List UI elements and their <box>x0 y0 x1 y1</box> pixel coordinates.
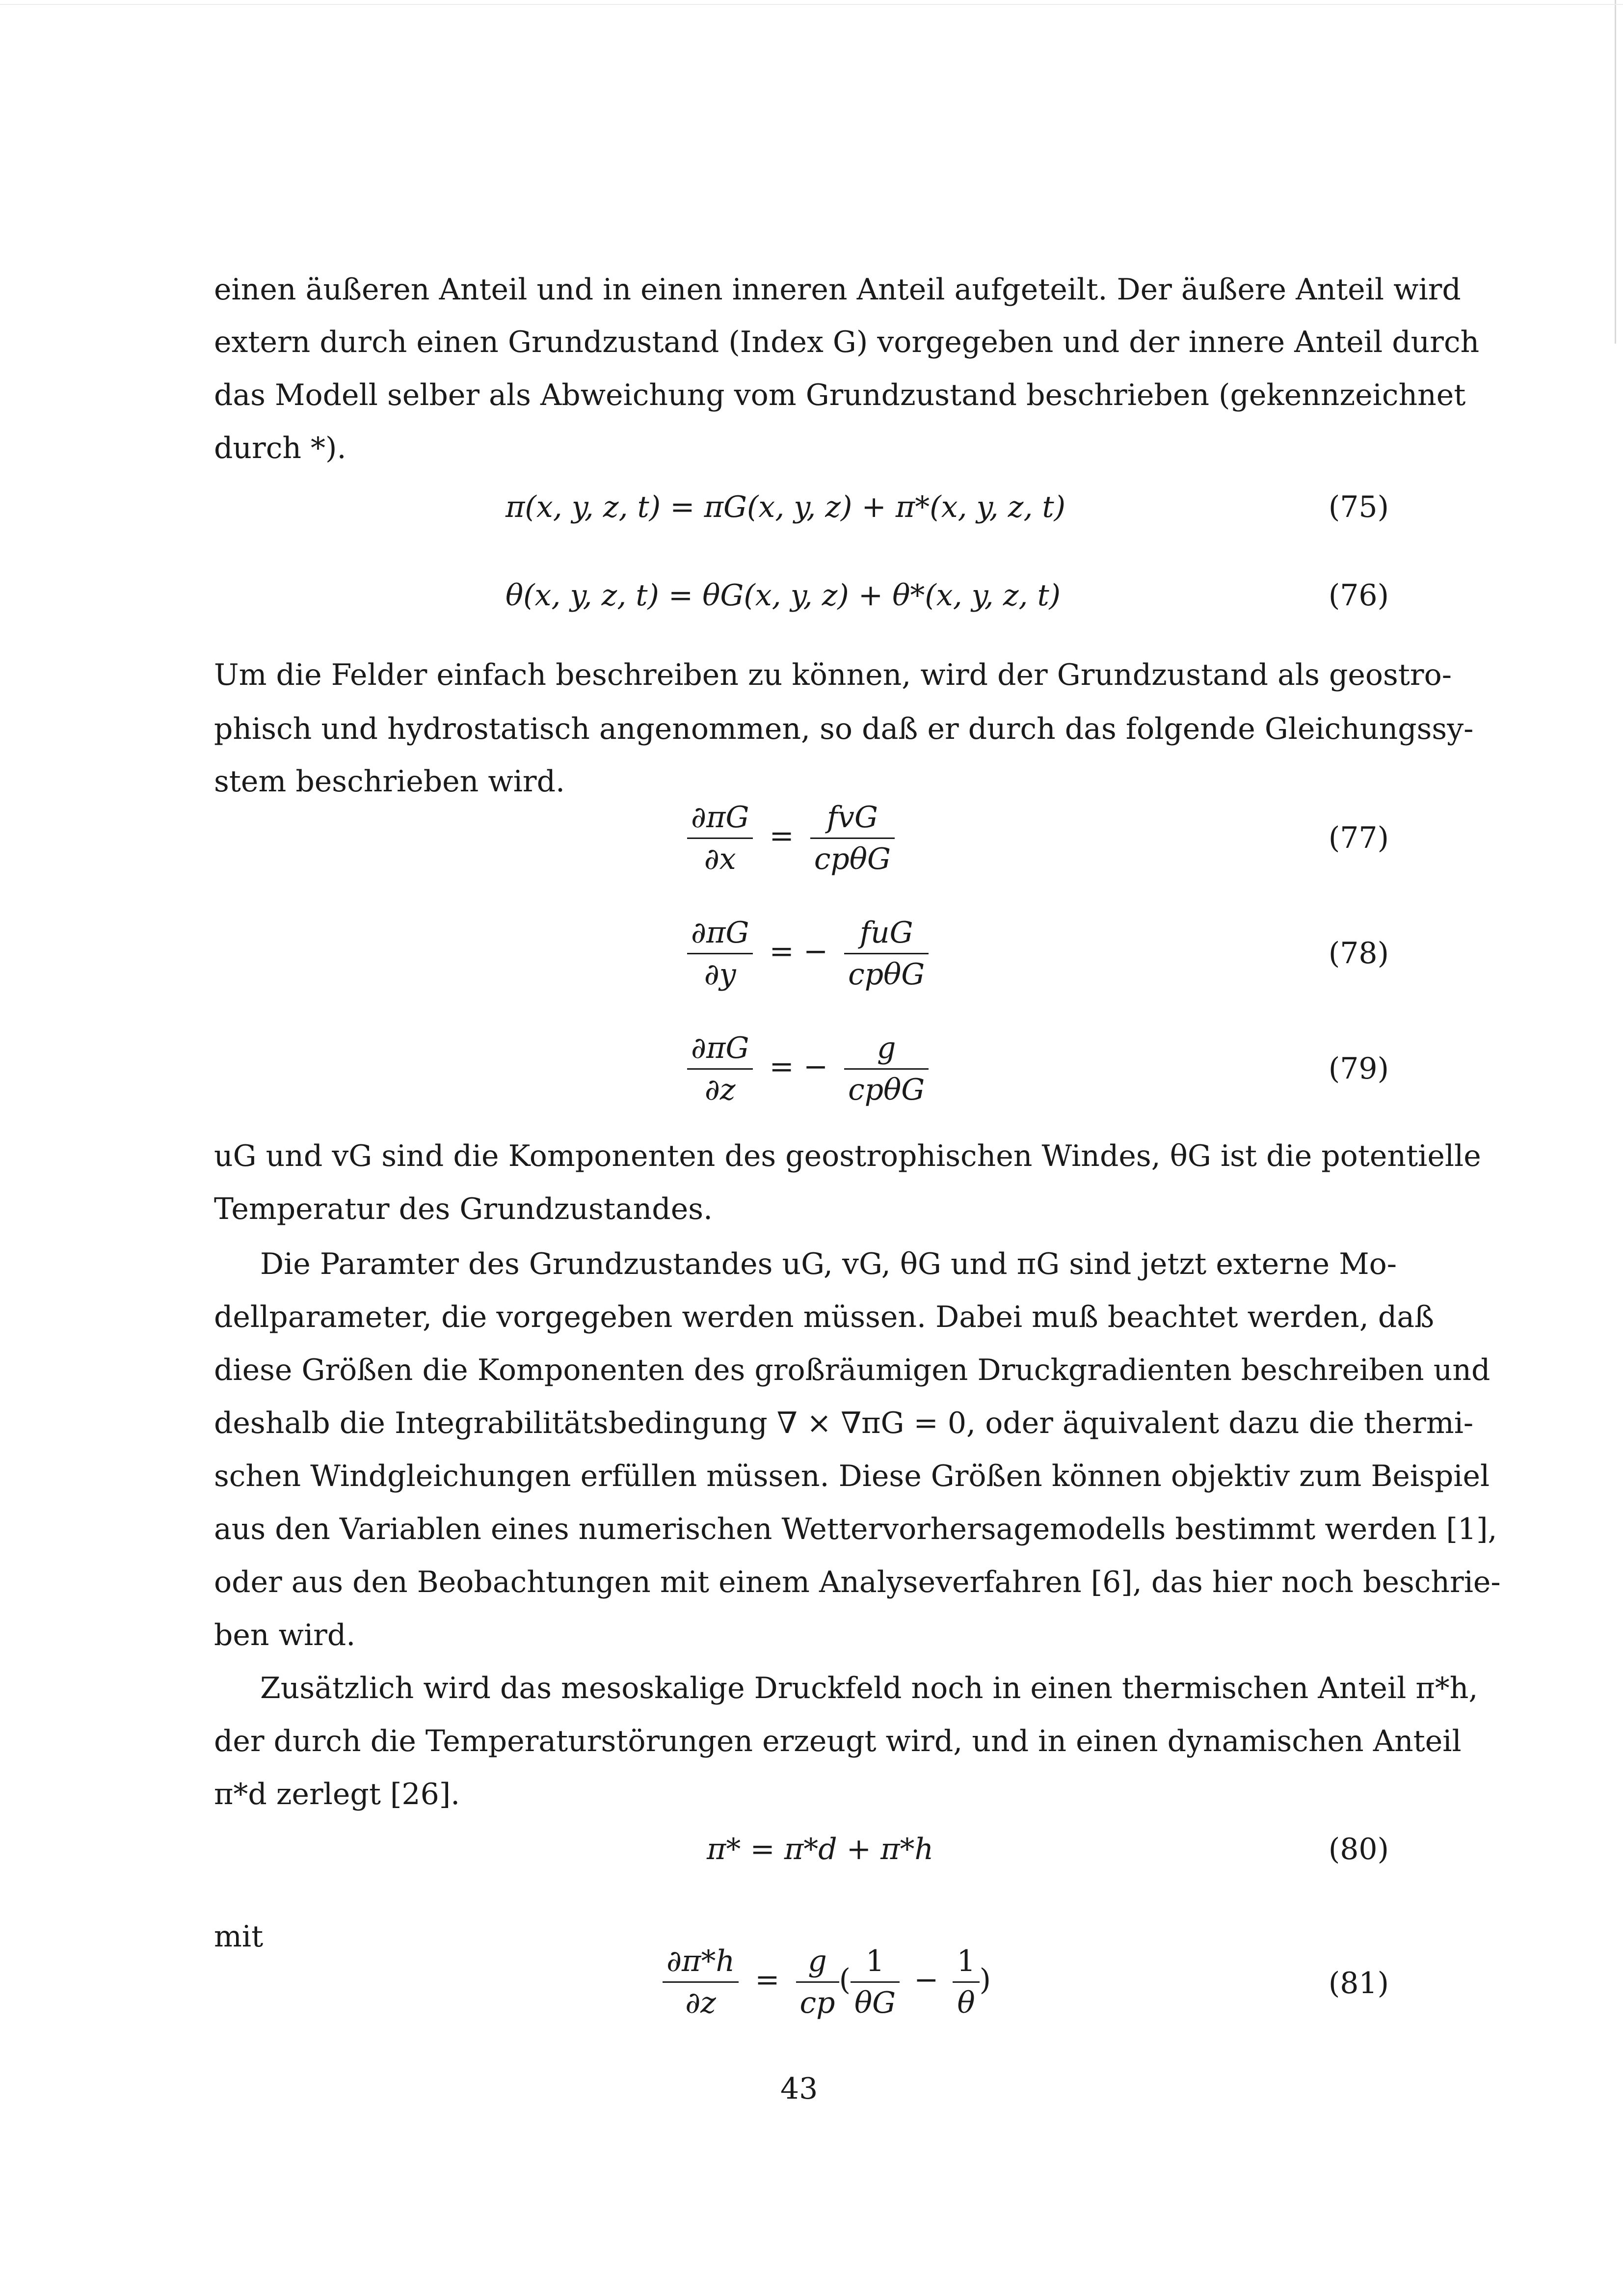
eq81-coef-num: g <box>796 1944 839 1983</box>
eq77-operator: = <box>769 819 794 854</box>
p4-line-3: diese Größen die Komponenten des großräumigen Druckgradienten beschreiben und <box>214 1353 1490 1387</box>
eq81-a-fraction <box>851 1944 900 2020</box>
eq77-lhs-num: ∂πG <box>687 800 753 839</box>
eq77-rhs-den: cpθG <box>814 842 891 876</box>
eq81-b-num: 1 <box>953 1944 979 1983</box>
eq79-rhs-den: cpθG <box>848 1073 925 1107</box>
p4-line-4: deshalb die Integrabilitätsbedingung ∇ × ∇πG = 0, oder äquivalent dazu die thermi- <box>214 1406 1474 1440</box>
p2-line-1: Um die Felder einfach beschreiben zu können, wird der Grundzustand als geostro- <box>214 658 1452 692</box>
p1-line-2: extern durch einen Grundzustand (Index G) vorgegeben und der innere Anteil durch <box>214 325 1480 359</box>
equation-number-79: (79) <box>1328 1052 1389 1086</box>
p2-line-2: phisch und hydrostatisch angenommen, so daß er durch das folgende Gleichungssy- <box>214 712 1474 746</box>
eq81-lhs-den: ∂z <box>685 1986 716 2020</box>
eq77-rhs-fraction <box>810 800 895 876</box>
eq79-rhs-num: g <box>844 1031 929 1070</box>
eq77-rhs-num: fvG <box>810 800 895 839</box>
equation-80: π* = π*d + π*h <box>707 1832 934 1866</box>
p4-line-7: oder aus den Beobachtungen mit einem Analyseverfahren [6], das hier noch beschrie- <box>214 1565 1501 1599</box>
equation-81 <box>663 1944 991 2020</box>
eq81-minus: − <box>914 1963 939 1998</box>
eq78-rhs-num: fuG <box>844 916 929 954</box>
p2-line-3: stem beschrieben wird. <box>214 764 565 799</box>
p3-line-2: Temperatur des Grundzustandes. <box>214 1192 713 1226</box>
equation-number-80: (80) <box>1328 1832 1389 1866</box>
p5-line-2: der durch die Temperaturstörungen erzeugt wird, und in einen dynamischen Anteil <box>214 1724 1462 1758</box>
p4-line-8: ben wird. <box>214 1618 356 1652</box>
equation-number-77: (77) <box>1328 821 1389 855</box>
eq81-lhs-num: ∂π*h <box>663 1944 739 1983</box>
eq78-lhs-den: ∂y <box>704 957 736 992</box>
scan-edge-line-right <box>1615 0 1616 344</box>
mit-label: mit <box>214 1919 264 1954</box>
p1-line-3: das Modell selber als Abweichung vom Grundzustand beschrieben (gekennzeichnet <box>214 378 1466 412</box>
eq79-operator: = − <box>769 1050 828 1084</box>
eq79-lhs-den: ∂z <box>704 1073 736 1107</box>
equation-number-78: (78) <box>1328 936 1389 971</box>
eq77-lhs-den: ∂x <box>704 842 736 876</box>
scan-edge-line-top <box>0 4 1623 5</box>
p4-line-5: schen Windgleichungen erfüllen müssen. Diese Größen können objektiv zum Beispiel <box>214 1459 1490 1493</box>
p4-line-2: dellparameter, die vorgegeben werden müssen. Dabei muß beachtet werden, daß <box>214 1300 1435 1334</box>
eq81-lhs-fraction <box>663 1944 739 2020</box>
p4-line-1: Die Paramter des Grundzustandes uG, vG, θG und πG sind jetzt externe Mo- <box>260 1247 1397 1281</box>
eq78-rhs-fraction <box>844 916 929 992</box>
eq79-lhs-num: ∂πG <box>687 1031 753 1070</box>
equation-76: θ(x, y, z, t) = θG(x, y, z) + θ*(x, y, z, t) <box>506 578 1061 613</box>
equation-75: π(x, y, z, t) = πG(x, y, z) + π*(x, y, z, t) <box>506 490 1066 524</box>
equation-78 <box>687 916 929 992</box>
p3-line-1: uG und vG sind die Komponenten des geostrophischen Windes, θG ist die potentielle <box>214 1139 1481 1173</box>
eq81-a-den: θG <box>854 1986 896 2020</box>
p1-line-4: durch *). <box>214 431 346 465</box>
eq81-a-num: 1 <box>851 1944 900 1983</box>
equation-79 <box>687 1031 929 1107</box>
eq79-lhs-fraction <box>687 1031 753 1107</box>
p5-line-3: π*d zerlegt [26]. <box>214 1777 460 1811</box>
eq81-b-fraction <box>953 1944 979 2020</box>
p1-line-1: einen äußeren Anteil und in einen inneren Anteil aufgeteilt. Der äußere Anteil wird <box>214 272 1461 307</box>
eq78-lhs-fraction <box>687 916 753 992</box>
page-number: 43 <box>780 2072 818 2106</box>
equation-number-81: (81) <box>1328 1966 1389 2000</box>
eq78-lhs-num: ∂πG <box>687 916 753 954</box>
eq77-lhs-fraction <box>687 800 753 876</box>
eq81-close-paren: ) <box>979 1963 991 1998</box>
eq81-coef-fraction <box>796 1944 839 2020</box>
p5-line-1: Zusätzlich wird das mesoskalige Druckfeld noch in einen thermischen Anteil π*h, <box>260 1671 1478 1705</box>
p4-line-6: aus den Variablen eines numerischen Wettervorhersagemodells bestimmt werden [1], <box>214 1512 1497 1546</box>
eq81-open-paren: ( <box>839 1963 851 1998</box>
eq78-operator: = − <box>769 934 828 969</box>
eq78-rhs-den: cpθG <box>848 957 925 992</box>
eq81-b-den: θ <box>957 1986 975 2020</box>
eq81-coef-den: cp <box>799 1986 835 2020</box>
eq79-rhs-fraction <box>844 1031 929 1107</box>
equation-77 <box>687 800 895 876</box>
eq81-operator: = <box>755 1963 780 1998</box>
equation-number-75: (75) <box>1328 490 1389 524</box>
equation-number-76: (76) <box>1328 578 1389 613</box>
